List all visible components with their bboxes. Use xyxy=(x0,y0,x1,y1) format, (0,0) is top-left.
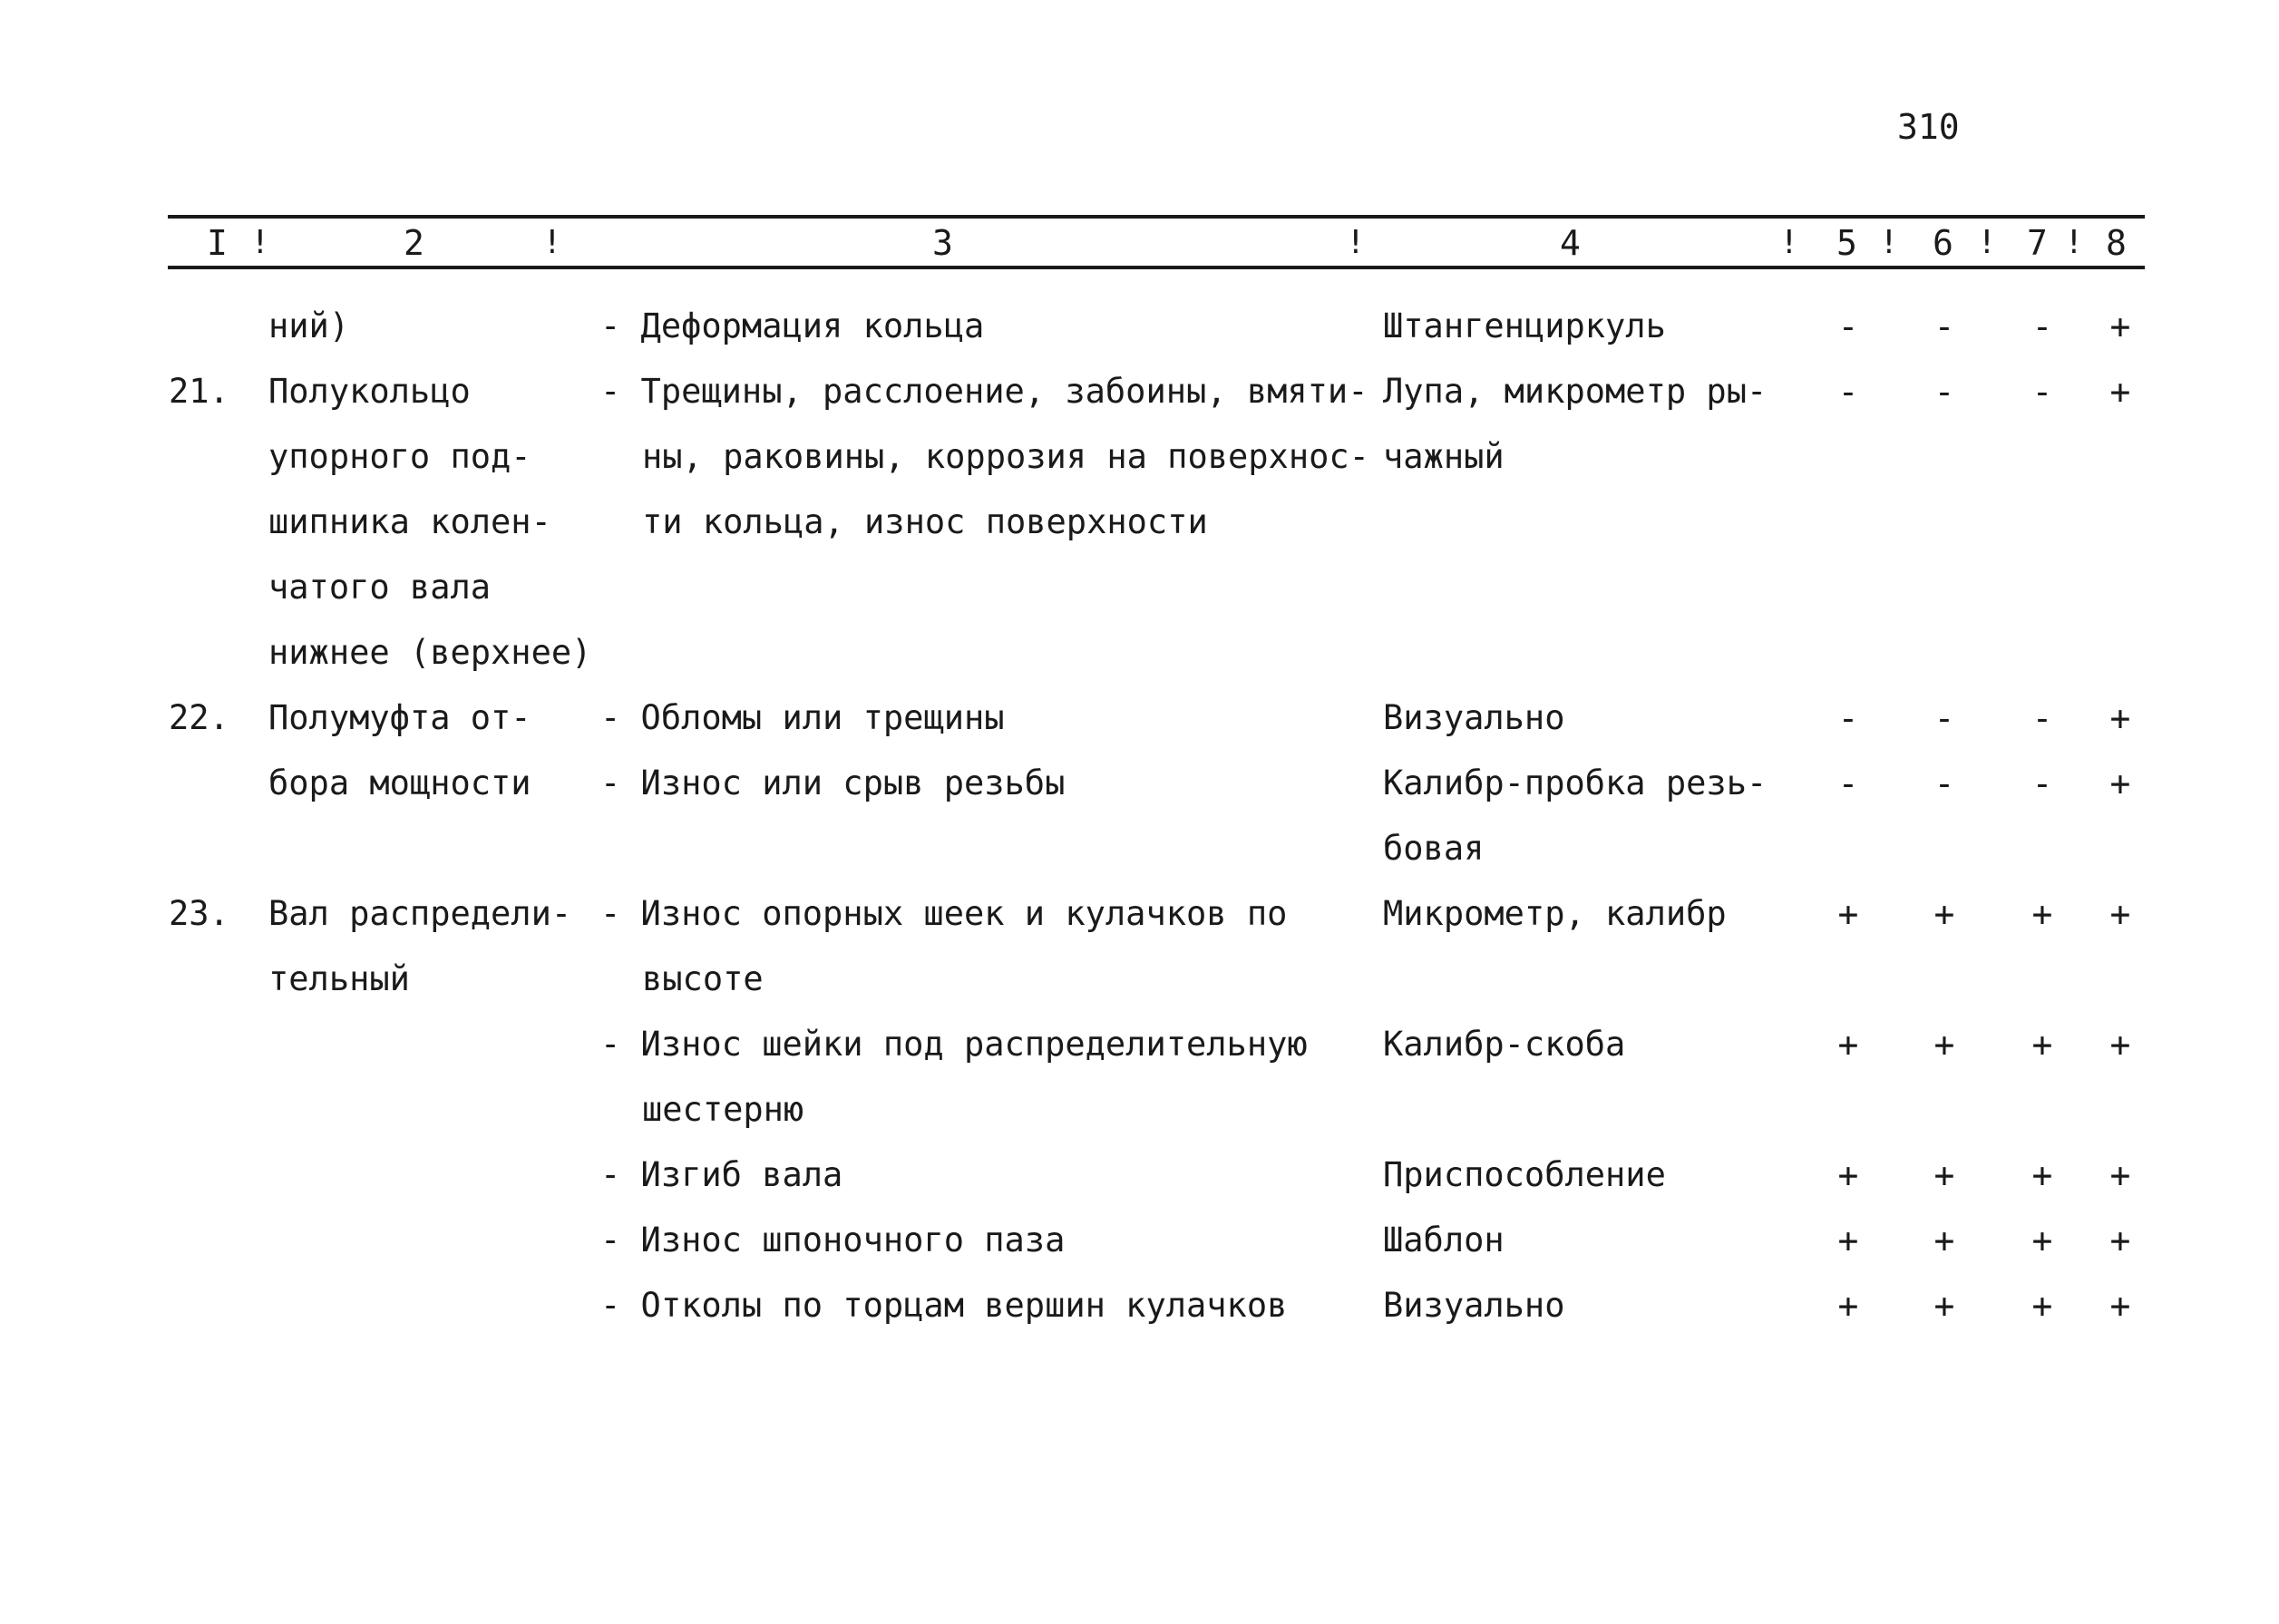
defect-line: ти кольца, износ поверхности xyxy=(642,502,1208,541)
part-name-line: чатого вала xyxy=(268,568,492,607)
mark-col-7: + xyxy=(2031,1220,2053,1260)
defect-line: - Износ шпоночного паза xyxy=(600,1220,1066,1259)
header-col-1: I xyxy=(207,223,228,263)
mark-col-5: + xyxy=(1837,894,1859,934)
mark-col-6: - xyxy=(1933,372,1955,412)
header-col-3: 3 xyxy=(932,223,953,263)
mark-col-7: - xyxy=(2031,306,2053,346)
tool-line: Калибр-пробка резь- xyxy=(1383,763,1768,802)
header-col-7: 7 xyxy=(2027,223,2048,263)
mark-col-7: - xyxy=(2031,372,2053,412)
part-name-line: бора мощности xyxy=(268,763,531,802)
mark-col-6: + xyxy=(1933,1286,1955,1326)
header-col-8: 8 xyxy=(2106,223,2127,263)
mark-col-6: - xyxy=(1933,698,1955,738)
tool-line: Калибр-скоба xyxy=(1383,1025,1626,1064)
mark-col-6: + xyxy=(1933,1155,1955,1195)
defect-line: - Износ или срыв резьбы xyxy=(600,763,1066,802)
part-name-line: ний) xyxy=(268,306,350,345)
part-name-line: Вал распредели- xyxy=(268,894,572,933)
mark-col-8: + xyxy=(2109,1286,2131,1326)
mark-col-5: + xyxy=(1837,1025,1859,1065)
tool-line: Лупа, микрометр ры- xyxy=(1383,372,1768,411)
defect-line: - Изгиб вала xyxy=(600,1155,843,1194)
mark-col-6: - xyxy=(1933,763,1955,803)
header-col-4: 4 xyxy=(1560,223,1581,263)
mark-col-8: + xyxy=(2109,1025,2131,1065)
defect-line: - Деформация кольца xyxy=(600,306,985,345)
header-col-5: 5 xyxy=(1836,223,1857,263)
mark-col-5: + xyxy=(1837,1220,1859,1260)
header-sep: ! xyxy=(1879,224,1899,261)
mark-col-7: - xyxy=(2031,763,2053,803)
mark-col-5: + xyxy=(1837,1155,1859,1195)
mark-col-8: + xyxy=(2109,894,2131,934)
mark-col-6: + xyxy=(1933,1220,1955,1260)
table-header-bottom-rule xyxy=(168,266,2145,269)
defect-line: шестерню xyxy=(642,1090,804,1129)
tool-line: Штангенциркуль xyxy=(1383,306,1666,345)
page-number: 310 xyxy=(1897,107,1960,147)
part-name-line: тельный xyxy=(268,959,410,998)
mark-col-5: - xyxy=(1837,763,1859,803)
header-col-6: 6 xyxy=(1933,223,1953,263)
mark-col-5: - xyxy=(1837,372,1859,412)
part-name-line: Полумуфта от- xyxy=(268,698,531,737)
tool-line: Шаблон xyxy=(1383,1220,1505,1259)
tool-line: чажный xyxy=(1383,437,1505,476)
defect-line: - Трещины, расслоение, забоины, вмяти- xyxy=(600,372,1368,411)
tool-line: Приспособление xyxy=(1383,1155,1666,1194)
mark-col-8: + xyxy=(2109,372,2131,412)
mark-col-6: - xyxy=(1933,306,1955,346)
mark-col-8: + xyxy=(2109,698,2131,738)
row-number: 21. xyxy=(169,372,229,411)
defect-line: - Износ опорных шеек и кулачков по xyxy=(600,894,1288,933)
mark-col-6: + xyxy=(1933,1025,1955,1065)
table-top-rule xyxy=(168,215,2145,219)
header-sep: ! xyxy=(2064,224,2084,261)
part-name-line: шипника колен- xyxy=(268,502,551,541)
header-col-2: 2 xyxy=(404,223,424,263)
mark-col-7: + xyxy=(2031,894,2053,934)
mark-col-7: + xyxy=(2031,1155,2053,1195)
tool-line: Визуально xyxy=(1383,1286,1565,1325)
part-name-line: нижнее (верхнее) xyxy=(268,633,592,672)
defect-line: ны, раковины, коррозия на поверхнос- xyxy=(642,437,1369,476)
mark-col-8: + xyxy=(2109,306,2131,346)
part-name-line: Полукольцо xyxy=(268,372,471,411)
header-sep: ! xyxy=(542,224,562,261)
header-sep: ! xyxy=(1977,224,1997,261)
header-sep: ! xyxy=(250,224,270,261)
tool-line: Визуально xyxy=(1383,698,1565,737)
defect-line: - Обломы или трещины xyxy=(600,698,1005,737)
defect-line: - Износ шейки под распределительную xyxy=(600,1025,1308,1064)
defect-line: - Отколы по торцам вершин кулачков xyxy=(600,1286,1288,1325)
mark-col-5: + xyxy=(1837,1286,1859,1326)
header-sep: ! xyxy=(1346,224,1366,261)
mark-col-5: - xyxy=(1837,306,1859,346)
mark-col-7: + xyxy=(2031,1025,2053,1065)
mark-col-8: + xyxy=(2109,763,2131,803)
tool-line: Микрометр, калибр xyxy=(1383,894,1727,933)
row-number: 23. xyxy=(169,894,229,933)
mark-col-5: - xyxy=(1837,698,1859,738)
mark-col-7: + xyxy=(2031,1286,2053,1326)
part-name-line: упорного под- xyxy=(268,437,531,476)
mark-col-7: - xyxy=(2031,698,2053,738)
tool-line: бовая xyxy=(1383,829,1485,868)
row-number: 22. xyxy=(169,698,229,737)
defect-line: высоте xyxy=(642,959,764,998)
mark-col-8: + xyxy=(2109,1220,2131,1260)
mark-col-6: + xyxy=(1933,894,1955,934)
mark-col-8: + xyxy=(2109,1155,2131,1195)
header-sep: ! xyxy=(1779,224,1799,261)
